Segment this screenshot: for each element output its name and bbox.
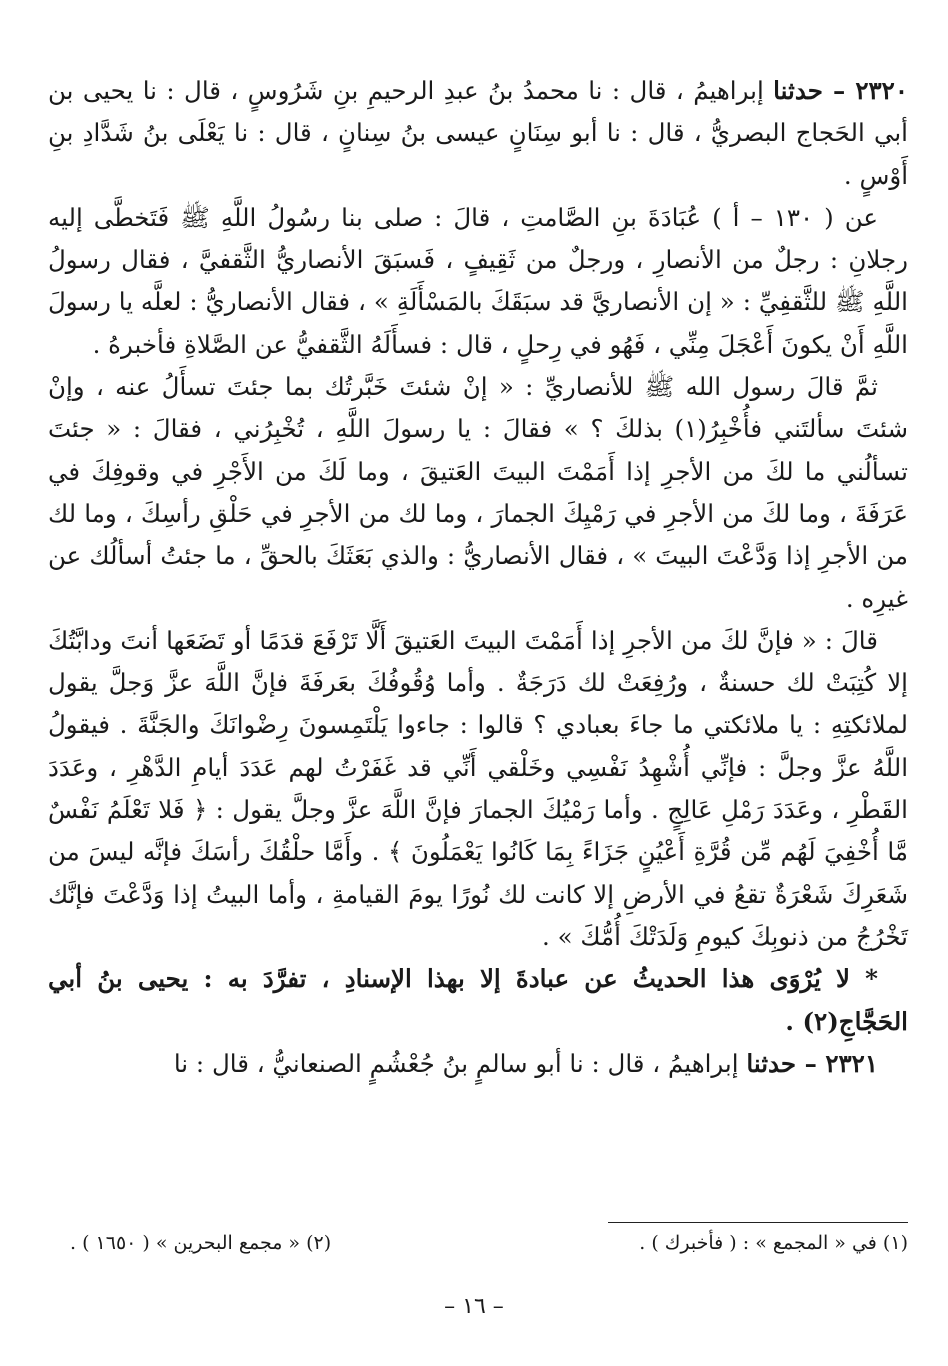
footnote: (٢) « مجمع البحرين » ( ١٦٥٠ ) . bbox=[70, 1232, 332, 1254]
hadith-2321-isnad bbox=[48, 1043, 908, 1085]
hadith-number: ٢٣٢٠ – حدثنا bbox=[773, 76, 908, 105]
paragraph: عن ( ١٣٠ – أ ) عُبَادَةَ بنِ الصَّامتِ ، قالَ : صلى بنا رسُولُ اللَّهِ ﷺ فَتَخطَّى إليه رجلانِ : رجلٌ من الأنصارِ ، ورجلٌ من ثَقِيفٍ ، فَسبَقَ الأنصاريُّ الثَّقفيَّ ، فقال رسولُ اللَّهِ ﷺ للثَّقفِيِّ : « إن الأنصاريَّ قد سبَقَكَ بالمَسْأَلَةِ » ، فقال الأنصاريُّ : لعلَّه يا رسولَ اللَّهِ أَنْ يكونَ أَعْجَلَ مِنِّي ، فَهُو في رِحلٍ ، قال : فسأَلَهُ الثَّقفيُّ عن الصَّلاةِ فأخبرهُ . bbox=[48, 202, 908, 359]
isnad-text: إبراهيمُ ، قال : نا أبو سالمٍ بنُ جُعْشُمٍ الصنعانيُّ ، قال : نا bbox=[173, 1048, 747, 1078]
hadith-number: ٢٣٢١ – حدثنا bbox=[746, 1048, 878, 1078]
paragraph: قالَ : « فإنَّ لكَ من الأجرِ إذا أَمَمْتَ البيتَ العَتيقَ أَلَّا تَرْفَعَ قدَمًا أو تَضَعَها أنتَ ودابَّتُكَ إلا كُتِبَتْ لك حسنةٌ ، ورُفِعَتْ لك دَرَجَةٌ . وأما وُقُوفُكَ بعَرفَةَ فإنَّ اللَّهَ عزَّ وَجلَّ يقول لملائكتِهِ : يا ملائكتي ما جاءَ بعبادي ؟ قالوا : جاءوا يَلْتَمِسونَ رِضْوانَكَ والجَنَّةَ . فيقولُ اللَّهُ عزَّ وجلَّ : فإنِّي أُشْهِدُ نَفْسِي وخَلْقي أَنِّي قد غَفَرْتُ لهم عَدَدَ أيامِ الدَّهْرِ ، وعَدَدَ القَطْرِ ، وعَدَدَ رَمْلِ عَالِجٍ . وأما رَمْيُكَ الجمارَ فإنَّ اللَّهَ عزَّ وجلَّ يقول : ﴿ فَلا تَعْلَمُ نَفْسٌ مَّا أُخْفِيَ لَهُم مِّن قُرَّةِ أَعْيُنٍ جَزَاءً بِمَا كَانُوا يَعْمَلُونَ ﴾ . وأَمَّا حلْقُكَ رأسَكَ فإنَّه ليسَ من شَعَرِكَ شَعْرَةٌ تقعُ في الأرضِ إلا كانت لك نُورًا يومَ القيامةِ ، وأما البيتُ إذا وَدَّعْتَ فإنَّك تَخْرُجُ من ذنوبِكَ كيومِ وَلَدَتْكَ أُمُّكَ » . bbox=[48, 625, 908, 951]
page-number: – ١٦ – bbox=[444, 1294, 504, 1319]
footnote-divider bbox=[608, 1222, 908, 1223]
footnotes bbox=[70, 1228, 908, 1258]
isnad-text: إبراهيمُ ، قال : نا محمدُ بنُ عبدِ الرحيمِ بنِ شَرُوسٍ ، قال : نا يحيى بن أبي الحَجاج البصريُّ ، قال : نا أبو سِنَانٍ عيسى بنُ سِنانٍ ، قال : نا يَعْلَى بنُ شَدَّادِ بنِ أَوْسٍ . bbox=[48, 76, 908, 190]
isnad-verdict: * لا يُرْوَى هذا الحديثُ عن عبادةَ إلا بهذا الإسنادِ ، تفرَّدَ به : يحيى بنُ أبي الحَجَّاجِ(٢) . bbox=[48, 964, 908, 1036]
hadith-2320-isnad bbox=[48, 70, 908, 197]
footnote: (١) في « المجمع » : ( فأخبرك ) . bbox=[639, 1232, 908, 1254]
main-text bbox=[48, 70, 908, 1085]
paragraph: ثمَّ قالَ رسول الله ﷺ للأنصاريِّ : « إنْ شئتَ خَبَّرتُك بما جئتَ تسأَلُ عنه ، وإنْ شئتَ سألتَني فأُخْبِرُ(١) بذلكَ ؟ » فقالَ : يا رسولَ اللَّهِ ، تُخْبِرُني ، فقالَ : « جئتَ تسألُني ما لكَ من الأجرِ إذا أَمَمْتَ البيتَ العَتيقَ ، وما لَكَ من الأَجْرِ في وقوفِكَ في عَرَفَةَ ، وما لكَ من الأجرِ في رَمْيِكَ الجمارَ ، وما لك من الأجرِ في حَلْقِ رأسِكَ ، وما لك من الأجرِ إذا وَدَّعْتَ البيتَ » ، فقال الأنصاريُّ : والذي بَعَثَكَ بالحقِّ ، ما جئتُ أسألُك عن غيرِه . bbox=[48, 372, 908, 613]
